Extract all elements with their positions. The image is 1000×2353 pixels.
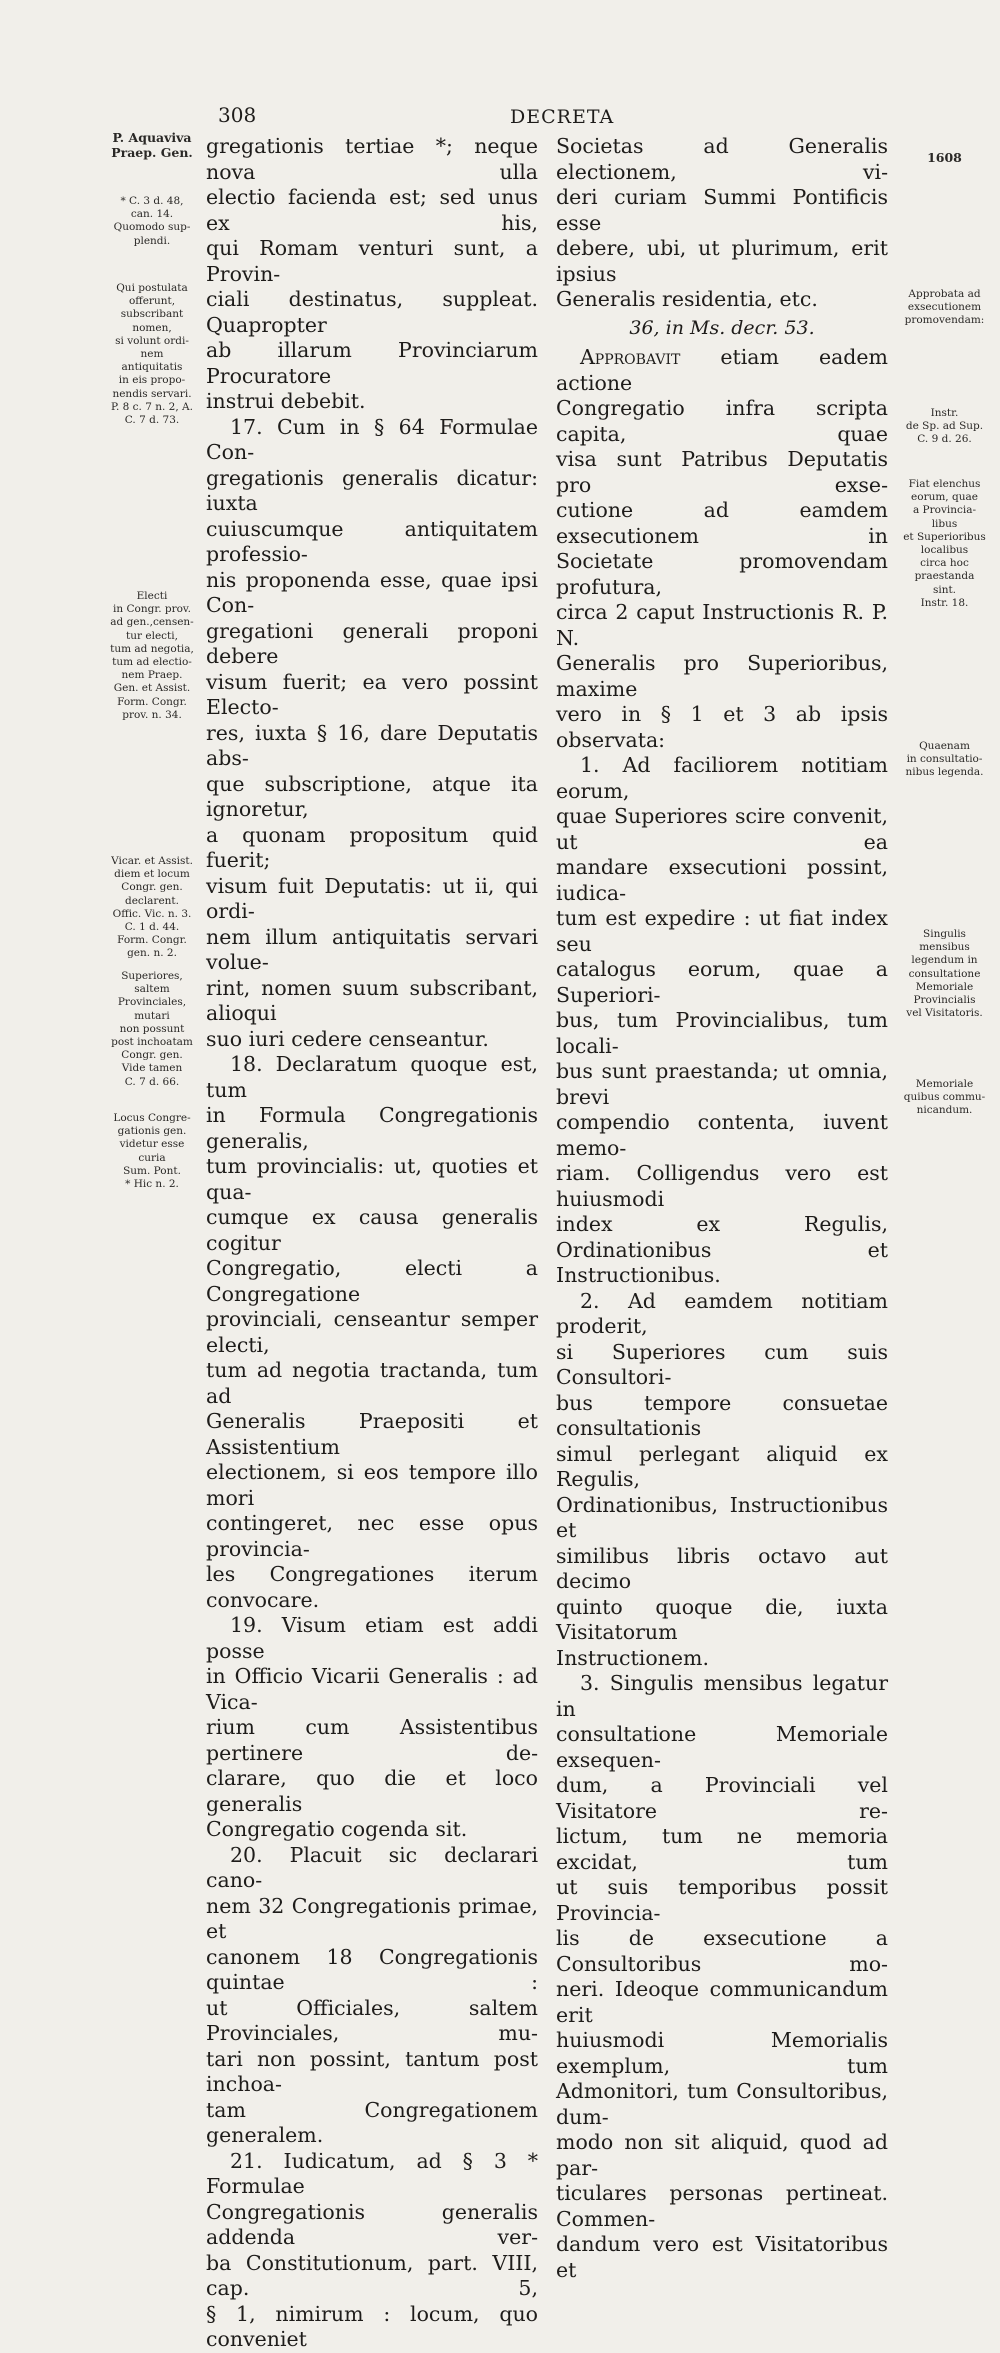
- text-line: debere, ubi, ut plurimum, erit ipsius: [556, 236, 888, 286]
- text-line: riam. Colligendus vero est huiusmodi: [556, 1161, 888, 1211]
- left-margin-note: Electi in Congr. prov. ad gen.,censen- tur electi, tum ad negotia, tum ad electio- nem Praep. Gen. et Assist. Form. Congr. prov. n. 34.: [110, 590, 194, 721]
- text-line: quae Superiores scire convenit, ut ea: [556, 804, 888, 854]
- running-head: DECRETA: [510, 106, 615, 128]
- text-line: ba Constitutionum, part. VIII, cap. 5,: [206, 2250, 538, 2300]
- text-line: Congregationis generalis addenda ver-: [206, 2199, 538, 2249]
- main-column-left: [206, 134, 538, 2353]
- citation: 36, in Ms. decr. 53.: [629, 316, 815, 339]
- right-margin-note: Quaenam in consultatio- nibus legenda.: [905, 740, 984, 779]
- text-line: 20. Placuit sic declarari cano-: [206, 1842, 538, 1892]
- text-line: dandum vero est Visitatoribus et: [556, 2232, 888, 2282]
- text-line: nem illum antiquitatis servari volue-: [206, 924, 538, 974]
- text-line: Societate promovendam profutura,: [556, 549, 888, 599]
- text-line: bus sunt praestanda; ut omnia, brevi: [556, 1059, 888, 1109]
- left-margin-note: Superiores, saltem Provinciales, mutari non possunt post inchoatam Congr. gen. Vide tamen C. 7 d. 66.: [111, 970, 193, 1088]
- text-line: visa sunt Patribus Deputatis pro exse-: [556, 447, 888, 497]
- text-line: mandare exsecutioni possint, iudica-: [556, 855, 888, 905]
- text-line: qui Romam venturi sunt, a Provin-: [206, 236, 538, 286]
- text-line: si Superiores cum suis Consultori-: [556, 1339, 888, 1389]
- text-line: simul perlegant aliquid ex Regulis,: [556, 1441, 888, 1491]
- left-margin-note: Locus Congre- gationis gen. videtur esse curia Sum. Pont. * Hic n. 2.: [113, 1112, 191, 1191]
- text-line: 19. Visum etiam est addi posse: [206, 1613, 538, 1663]
- text-line: cumque ex causa generalis cogitur: [206, 1205, 538, 1255]
- text-line: § 1, nimirum : locum, quo conveniet: [206, 2301, 538, 2351]
- left-margin-note: Qui postulata offerunt, subscribant nomen, si volunt ordi- nem antiquitatis in eis propo- nendis servari. P. 8 c. 7 n. 2, A. C. 7 d. 73.: [111, 282, 193, 427]
- text-line: Instructionem.: [556, 1645, 709, 1670]
- text-line: visum fuit Deputatis: ut ii, qui ordi-: [206, 873, 538, 923]
- text-line: provinciali, censeantur semper electi,: [206, 1307, 538, 1357]
- text-line: tum est expedire : ut fiat index seu: [556, 906, 888, 956]
- text-line: canonem 18 Congregationis quintae :: [206, 1944, 538, 1994]
- text-line: huiusmodi Memorialis exemplum, tum: [556, 2028, 888, 2078]
- text-line: contingeret, nec esse opus provincia-: [206, 1511, 538, 1561]
- text-line: index ex Regulis, Ordinationibus et: [556, 1212, 888, 1262]
- text-line: nis proponenda esse, quae ipsi Con-: [206, 567, 538, 617]
- text-line: consultatione Memoriale exsequen-: [556, 1722, 888, 1772]
- text-line: Instructionibus.: [556, 1263, 721, 1287]
- text-line: dum, a Provinciali vel Visitatore re-: [556, 1773, 888, 1823]
- text-line: gregationis tertiae *; neque nova ulla: [206, 134, 538, 184]
- text-line: in Officio Vicarii Generalis : ad Vica-: [206, 1664, 538, 1714]
- right-margin-note: 1608: [927, 150, 962, 165]
- text-line: res, iuxta § 16, dare Deputatis abs-: [206, 720, 538, 770]
- text-line: similibus libris octavo aut decimo: [556, 1543, 888, 1593]
- text-line: gregationi generali proponi debere: [206, 618, 538, 668]
- text-line: les Congregationes iterum convocare.: [206, 1562, 538, 1612]
- text-line: bus, tum Provincialibus, tum locali-: [556, 1008, 888, 1058]
- text-line: rint, nomen suum subscribant, alioqui: [206, 975, 538, 1025]
- text-line: electionem, si eos tempore illo mori: [206, 1460, 538, 1510]
- text-line: 21. Iudicatum, ad § 3 * Formulae: [206, 2148, 538, 2198]
- text-line: vero in § 1 et 3 ab ipsis observata:: [556, 702, 888, 752]
- text-line: ab illarum Provinciarum Procuratore: [206, 338, 538, 388]
- text-line: ticulares personas pertineat. Commen-: [556, 2181, 888, 2231]
- text-line: Ordinationibus, Instructionibus et: [556, 1492, 888, 1542]
- text-line: Congregatio infra scripta capita, quae: [556, 396, 888, 446]
- text-line: electio facienda est; sed unus ex his,: [206, 185, 538, 235]
- text-line: que subscriptione, atque ita ignoretur,: [206, 771, 538, 821]
- text-line: quinto quoque die, iuxta Visitatorum: [556, 1594, 888, 1644]
- text-line: tum provincialis: ut, quoties et qua-: [206, 1154, 538, 1204]
- left-margin-note: P. Aquaviva Praep. Gen.: [111, 130, 193, 160]
- text-line: circa 2 caput Instructionis R. P. N.: [556, 600, 888, 650]
- text-line: suo iuri cedere censeantur.: [206, 1026, 489, 1051]
- text-line: catalogus eorum, quae a Superiori-: [556, 957, 888, 1007]
- text-line: a quonam propositum quid fuerit;: [206, 822, 538, 872]
- text-line: neri. Ideoque communicandum erit: [556, 1977, 888, 2027]
- text-line: Congregatio, electi a Congregatione: [206, 1256, 538, 1306]
- text-line: Generalis residentia, etc.: [556, 287, 818, 311]
- text-line: tam Congregationem generalem.: [206, 2097, 538, 2147]
- text-line: Congregatio cogenda sit.: [206, 1817, 468, 1841]
- text-line: in Formula Congregationis generalis,: [206, 1103, 538, 1153]
- text-line: tum ad negotia tractanda, tum ad: [206, 1358, 538, 1408]
- text-line: Societas ad Generalis electionem, vi-: [556, 134, 888, 184]
- text-line: Generalis Praepositi et Assistentium: [206, 1409, 538, 1459]
- text-line: 2. Ad eamdem notitiam proderit,: [556, 1288, 888, 1338]
- running-header: [0, 103, 1000, 133]
- left-margin-note: * C. 3 d. 48, can. 14. Quomodo sup- plendi.: [113, 195, 191, 247]
- text-line: Approbavit etiam eadem actione: [556, 345, 888, 395]
- text-line: cutione ad eamdem exsecutionem in: [556, 498, 888, 548]
- text-line: 17. Cum in § 64 Formulae Con-: [206, 414, 538, 464]
- text-line: 3. Singulis mensibus legatur in: [556, 1671, 888, 1721]
- text-line: clarare, quo die et loco generalis: [206, 1766, 538, 1816]
- right-margin-note: Instr. de Sp. ad Sup. C. 9 d. 26.: [905, 407, 984, 446]
- text-line: Admonitori, tum Consultoribus, dum-: [556, 2079, 888, 2129]
- text-line: instrui debebit.: [206, 389, 366, 413]
- text-line: cuiuscumque antiquitatem professio-: [206, 516, 538, 566]
- main-column-right: [556, 134, 888, 2283]
- text-line: deri curiam Summi Pontificis esse: [556, 185, 888, 235]
- text-line: ut Officiales, saltem Provinciales, mu-: [206, 1995, 538, 2045]
- right-margin-note: Memoriale quibus commu- nicandum.: [903, 1078, 986, 1117]
- text-line: lis de exsecutione a Consultoribus mo-: [556, 1926, 888, 1976]
- text-line: 18. Declaratum quoque est, tum: [206, 1052, 538, 1102]
- text-line: bus tempore consuetae consultationis: [556, 1390, 888, 1440]
- text-line: gregationis generalis dicatur: iuxta: [206, 465, 538, 515]
- text-line: lictum, tum ne memoria excidat, tum: [556, 1824, 888, 1874]
- text-line: tari non possint, tantum post inchoa-: [206, 2046, 538, 2096]
- page-number: 308: [218, 103, 257, 127]
- text-line: compendio contenta, iuvent memo-: [556, 1110, 888, 1160]
- text-line: ut suis temporibus possit Provincia-: [556, 1875, 888, 1925]
- left-margin-note: Vicar. et Assist. diem et locum Congr. gen. declarent. Offic. Vic. n. 3. C. 1 d. 44. Form. Congr. gen. n. 2.: [111, 855, 193, 960]
- text-line: 1. Ad faciliorem notitiam eorum,: [556, 753, 888, 803]
- right-margin-note: Approbata ad exsecutionem promovendam:: [904, 288, 985, 327]
- text-line: rium cum Assistentibus pertinere de-: [206, 1715, 538, 1765]
- right-margin-note: Fiat elenchus eorum, quae a Provincia- libus et Superioribus localibus circa hoc praestanda sint. Instr. 18.: [903, 478, 986, 609]
- text-line: ciali destinatus, suppleat. Quapropter: [206, 287, 538, 337]
- right-margin-note: Singulis mensibus legendum in consultatione Memoriale Provincialis vel Visitatoris.: [906, 928, 983, 1020]
- text-line: visum fuerit; ea vero possint Electo-: [206, 669, 538, 719]
- text-line: modo non sit aliquid, quod ad par-: [556, 2130, 888, 2180]
- text-line: nem 32 Congregationis primae, et: [206, 1893, 538, 1943]
- text-line: Generalis pro Superioribus, maxime: [556, 651, 888, 701]
